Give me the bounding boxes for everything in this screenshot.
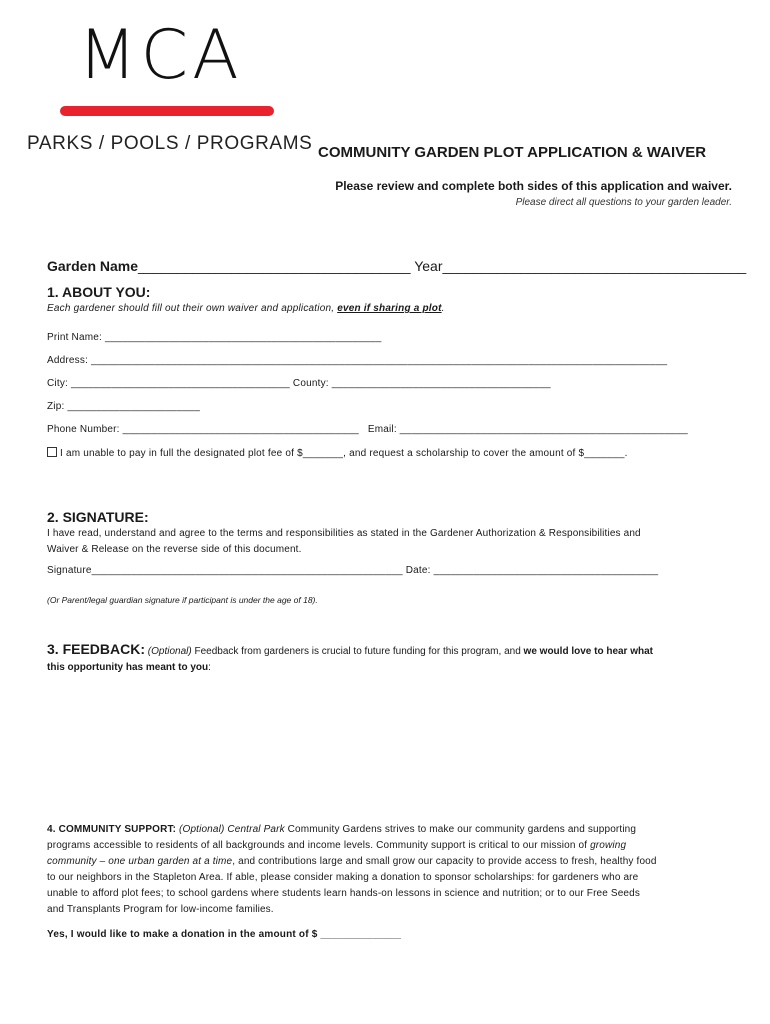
address-label: Address:: [47, 355, 89, 366]
about-heading: 1. ABOUT YOU:: [47, 284, 151, 300]
date-label: Date:: [405, 565, 431, 576]
zip-field[interactable]: _______________________: [67, 401, 200, 412]
donation-label: Yes, I would like to make a donation in the amount of $: [47, 929, 318, 940]
signature-field[interactable]: ______________________________________________________: [91, 565, 403, 576]
city-field[interactable]: ______________________________________: [70, 378, 290, 389]
signature-row: [47, 565, 658, 576]
scholarship-amount-field[interactable]: _______: [584, 448, 625, 459]
garden-name-field[interactable]: ___________________________________: [138, 258, 411, 274]
guardian-note: (Or Parent/legal guardian signature if participant is under the age of 18).: [47, 595, 318, 605]
address-field[interactable]: ____________________________________________________________________________________________________: [91, 355, 668, 366]
donation-amount-field[interactable]: ______________: [320, 929, 402, 940]
support-section: 4. COMMUNITY SUPPORT: (Optional) Central Park Community Gardens strives to make our community gardens and supporting programs accessible to residents of all backgrounds and income levels. Community support is critical to our mission of growing community – one urban garden at a time, and contributions large and small grow our capacity to provide access to fresh, healthy food to our neighbors in the Stapleton Area. If able, please consider making a donation to sponsor scholarships: for gardeners who are unable to afford plot fees; to school gardens where students learn hands-on lessons in science and nutrition; or to our Free Seeds and Transplants Program for low-income families.: [47, 824, 657, 915]
email-label: Email:: [367, 424, 397, 435]
signature-text: I have read, understand and agree to the terms and responsibilities as stated in the Gardener Authorization & Responsibilities and Waiver & Release on the reverse side of this document.: [47, 528, 641, 555]
city-county-row: [47, 378, 551, 389]
address-row: [47, 355, 667, 366]
page-title: COMMUNITY GARDEN PLOT APPLICATION & WAIVER: [318, 144, 707, 161]
support-heading: 4. COMMUNITY SUPPORT:: [47, 824, 177, 835]
about-note-emphasis: even if sharing a plot: [337, 303, 442, 314]
feedback-section: 3. FEEDBACK: (Optional) Feedback from gardeners is crucial to future funding for this program, and we would love to hear what this opportunity has meant to you:: [47, 641, 654, 673]
mca-logo: MCA: [78, 16, 243, 95]
scholarship-text-a: I am unable to pay in full the designated plot fee of $: [60, 448, 303, 459]
city-label: City:: [47, 378, 68, 389]
zip-label: Zip:: [47, 401, 65, 412]
about-note: Each gardener should fill out their own waiver and application, even if sharing a plot.: [47, 303, 445, 314]
scholarship-row: I am unable to pay in full the designated plot fee of $_______, and request a scholarship to cover the amount of $_______.: [47, 447, 628, 459]
print-name-field[interactable]: ________________________________________________: [104, 332, 382, 343]
phone-field[interactable]: _________________________________________: [122, 424, 359, 435]
logo-red-bar: [60, 106, 274, 116]
phone-label: Phone Number:: [47, 424, 120, 435]
garden-name-row: [47, 258, 746, 274]
email-field[interactable]: __________________________________________________: [399, 424, 688, 435]
scholarship-checkbox[interactable]: [47, 447, 57, 457]
donation-row: [47, 929, 401, 940]
feedback-heading: 3. FEEDBACK:: [47, 641, 146, 657]
county-label: County:: [292, 378, 329, 389]
scholarship-text-b: , and request a scholarship to cover the amount of $: [343, 448, 585, 459]
year-label: Year: [414, 258, 443, 274]
feedback-response-area[interactable]: [47, 680, 737, 810]
page-subtitle: Please review and complete both sides of this application and waiver.: [335, 179, 732, 193]
county-field[interactable]: ______________________________________: [331, 378, 551, 389]
print-name-label: Print Name:: [47, 332, 102, 343]
signature-label: Signature: [47, 565, 92, 576]
plot-fee-field[interactable]: _______: [302, 448, 344, 459]
garden-name-label: Garden Name: [47, 258, 139, 274]
logo-tagline: PARKS / POOLS / PROGRAMS: [27, 133, 313, 154]
signature-heading: 2. SIGNATURE:: [47, 509, 149, 525]
zip-row: [47, 401, 200, 412]
direct-questions-note: Please direct all questions to your garden leader.: [515, 197, 732, 208]
print-name-row: [47, 332, 382, 343]
date-field[interactable]: _______________________________________: [433, 565, 659, 576]
year-field[interactable]: _______________________________________: [442, 258, 747, 274]
feedback-optional: (Optional): [147, 646, 192, 657]
phone-email-row: [47, 424, 688, 435]
